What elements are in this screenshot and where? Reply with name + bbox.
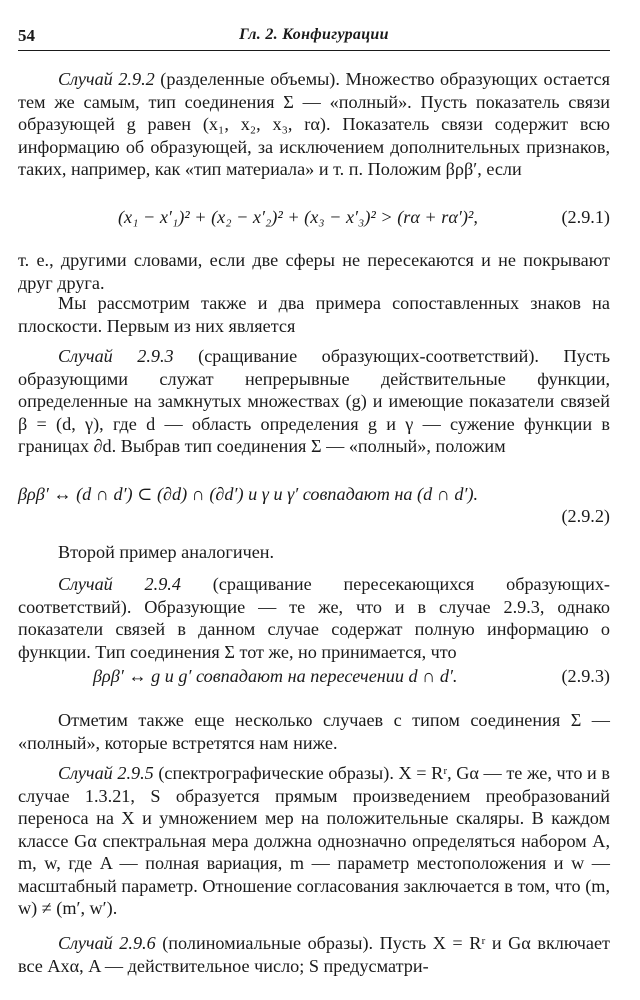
paragraph-text: (полиномиальные образы). Пусть X = Rʳ и Gα включает все Axα, A — действительное число; S предусматри-	[18, 933, 610, 976]
case-title: Случай 2.9.4	[58, 574, 181, 594]
paragraph-text: (разделенные объемы). Множество образующих остается тем же самым, тип соединения Σ — «полный». Пусть показатель связи образующей g равен (x₁, x₂, x₃, rα). Показатель связи содержит всю информацию об образующей, за исключением дополнительных признаков, таких, например, как «тип материала» и т. п. Положим βρβ′, если	[18, 69, 610, 179]
page-header	[18, 26, 610, 51]
paragraph-text: Мы рассмотрим также и два примера сопоставленных знаков на плоскости. Первым из них является	[18, 293, 610, 336]
case-title: Случай 2.9.2	[58, 69, 155, 89]
paragraph-text: (сращивание образующих-соответствий). Пусть образующими служат непрерывные действительные функции, определенные на замкнутых множествах (g) и имеющие показатели связей β = (d, γ), где d — область определения g и γ — сужение функции в границах ∂d. Выбрав тип соединения Σ — «полный», положим	[18, 346, 610, 456]
case-title: Случай 2.9.3	[58, 346, 174, 366]
paragraph-text: (спектрографические образы). X = Rʳ, Gα — те же, что и в случае 1.3.21, S образуется прямым произведением преобразований переноса на X и умножением мер на положительные скаляры. В каждом классе Gα спектральная мера должна однозначно определяться набором A, m, w, где A — полная вариация, m — параметр местоположения и w — масштабный параметр. Отношение согласования заключается в том, что (m, w) ≠ (m′, w′).	[18, 763, 610, 918]
paragraph-examples-intro	[18, 292, 610, 337]
paragraph-case-2-9-6	[18, 932, 610, 977]
equation-2-9-2	[18, 482, 610, 528]
equation-2-9-1	[18, 205, 610, 229]
equation-2-9-3	[18, 664, 610, 688]
running-head: Гл. 2. Конфигурации	[239, 26, 389, 43]
paragraph-text: Второй пример аналогичен.	[58, 542, 275, 562]
paragraph-second-example	[18, 541, 610, 564]
paragraph-continuation	[18, 249, 610, 294]
equation-formula: βρβ′ ↔ (d ∩ d′) ⊂ (∂d) ∩ (∂d′) и γ и γ′ совпадают на (d ∩ d′).	[18, 484, 479, 504]
paragraph-text: (сращивание пересекающихся образующих-соответствий). Образующие — те же, что и в случае 2.9.3, однако показатели связей в данном случае содержат полную информацию о функции. Тип соединения Σ тот же, но принимается, что	[18, 574, 610, 662]
paragraph-case-2-9-5	[18, 762, 610, 920]
paragraph-other-cases	[18, 709, 610, 754]
paragraph-case-2-9-2	[18, 68, 610, 181]
equation-formula: βρβ′ ↔ g и g′ совпадают на пересечении d ∩ d′.	[93, 666, 458, 686]
equation-formula: (x₁ − x′₁)² + (x₂ − x′₂)² + (x₃ − x′₃)² > (rα + rα′)²,	[118, 207, 478, 227]
paragraph-text: Отметим также еще несколько случаев с типом соединения Σ — «полный», которые встретятся нам ниже.	[18, 710, 610, 753]
page-number: 54	[18, 26, 35, 45]
paragraph-case-2-9-4	[18, 573, 610, 663]
paragraph-text: т. е., другими словами, если две сферы не пересекаются и не покрывают друг друга.	[18, 250, 610, 293]
case-title: Случай 2.9.5	[58, 763, 154, 783]
equation-number: (2.9.3)	[561, 666, 610, 686]
equation-number: (2.9.1)	[561, 207, 610, 227]
paragraph-case-2-9-3	[18, 345, 610, 458]
equation-number: (2.9.2)	[561, 506, 610, 526]
case-title: Случай 2.9.6	[58, 933, 156, 953]
